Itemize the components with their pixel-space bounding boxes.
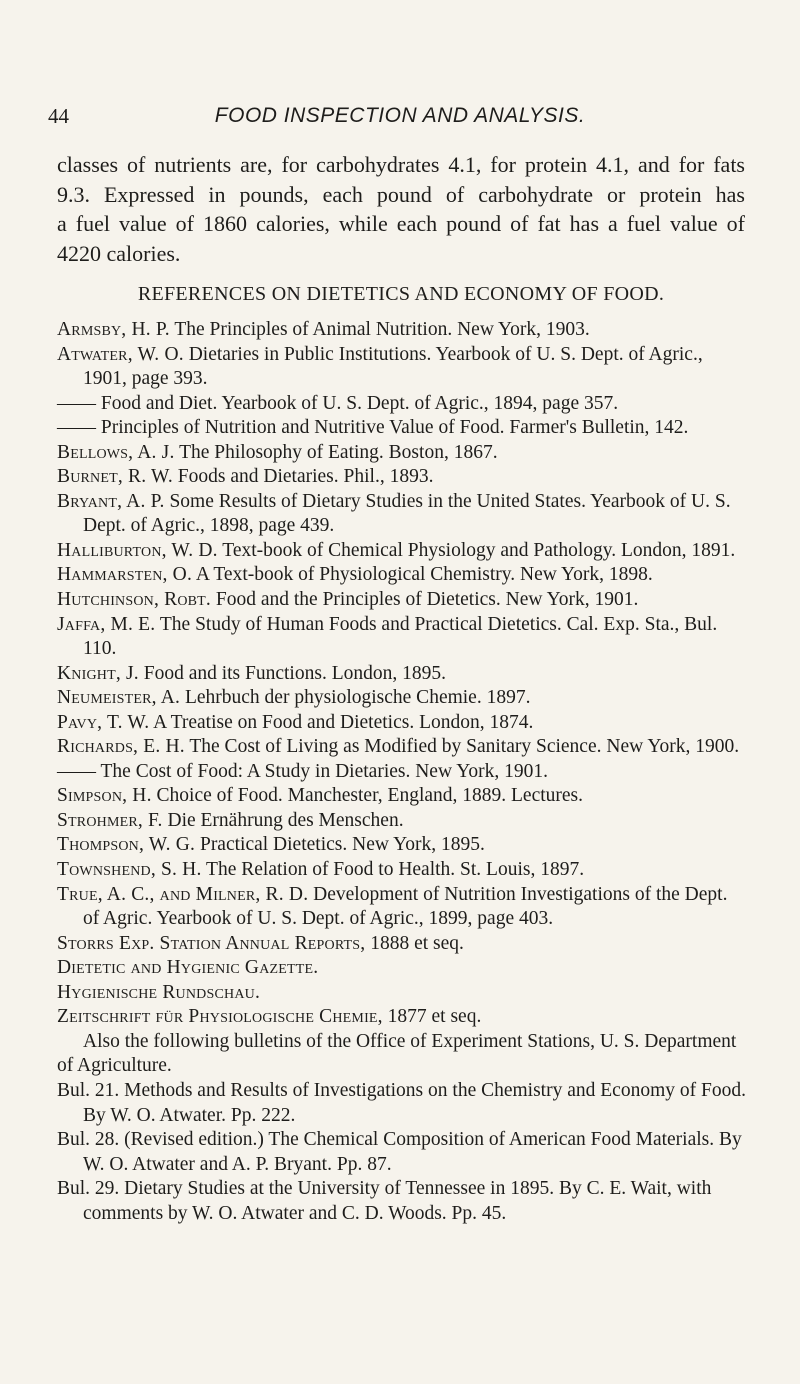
intro-paragraph: [57, 150, 745, 268]
ditto-dash: ——: [57, 392, 96, 414]
reference-entry: [57, 956, 747, 981]
reference-author: Bellows, A. J.: [57, 441, 175, 463]
reference-text: Some Results of Dietary Studies in the United States. Yearbook of U. S. Dept. of Agric., 1898, page 439.: [83, 490, 731, 537]
reference-text: The Relation of Food to Health. St. Louis, 1897.: [201, 859, 585, 881]
reference-author: Knight, J.: [57, 662, 139, 684]
reference-entry: [57, 858, 747, 883]
reference-text: Dietaries in Public Institutions. Yearbook of U. S. Dept. of Agric., 1901, page 393.: [83, 343, 703, 390]
running-head: [48, 104, 752, 138]
reference-entry: [57, 760, 747, 785]
reference-author: Atwater, W. O.: [57, 343, 184, 365]
reference-entry: [57, 1005, 747, 1030]
bulletin-entry: Bul. 21. Methods and Results of Investigations on the Chemistry and Economy of Food. By W. O. Atwater. Pp. 222.: [57, 1079, 746, 1126]
intro-line: a fuel value of 1860 calories, while each pound of fat has a fuel value of: [57, 211, 745, 236]
reference-text: A Text-book of Physiological Chemistry. New York, 1898.: [192, 564, 653, 586]
reference-entry: [57, 416, 747, 441]
reference-author: Dietetic and Hygienic Gazette.: [57, 957, 319, 979]
reference-entry: [57, 343, 747, 392]
ditto-dash: ——: [57, 760, 96, 782]
reference-entries: [57, 318, 747, 1030]
reference-entry: [57, 490, 747, 539]
reference-text: Die Ernährung des Menschen.: [162, 809, 404, 831]
reference-entry: [57, 318, 747, 343]
reference-text: A Treatise on Food and Dietetics. London, 1874.: [149, 711, 534, 733]
reference-author: Pavy, T. W.: [57, 711, 150, 733]
reference-author: Hygienische Rundschau.: [57, 981, 261, 1003]
reference-author: Bryant, A. P.: [57, 490, 165, 512]
bulletin-entry: Bul. 28. (Revised edition.) The Chemical Composition of American Food Materials. By W. O. Atwater and A. P. Bryant. Pp. 87.: [57, 1129, 742, 1175]
reference-author: Jaffa, M. E.: [57, 613, 156, 635]
reference-entry: [57, 932, 747, 957]
reference-author: Strohmer, F.: [57, 809, 163, 831]
reference-author: Burnet, R. W.: [57, 466, 173, 488]
reference-author: Armsby, H. P.: [57, 319, 170, 340]
reference-author: Richards, E. H.: [57, 736, 185, 758]
reference-text: Foods and Dietaries. Phil., 1893.: [172, 466, 434, 488]
reference-text: Food and Diet. Yearbook of U. S. Dept. of Agric., 1894, page 357.: [96, 392, 619, 414]
bulletins-intro: Also the following bulletins of the Office of Experiment Stations, U. S. Department of Agriculture.: [57, 1030, 737, 1077]
reference-author: Simpson, H.: [57, 785, 152, 807]
reference-author: Thompson, W. G.: [57, 834, 196, 856]
references-heading: REFERENCES ON DIETETICS AND ECONOMY OF FOOD.: [137, 283, 665, 305]
reference-entry: [57, 686, 747, 711]
bulletin-entries: [57, 1079, 747, 1226]
reference-text: 1888 et seq.: [365, 932, 464, 954]
bulletin-entry: Bul. 29. Dietary Studies at the University of Tennessee in 1895. By C. E. Wait, with comments by W. O. Atwater and C. D. Woods. Pp. 45.: [57, 1178, 712, 1224]
references-list: [57, 318, 747, 1226]
reference-text: Text-book of Chemical Physiology and Pathology. London, 1891.: [217, 539, 736, 561]
intro-line: classes of nutrients are, for carbohydrates 4.1, for protein 4.1, and for fats: [57, 152, 745, 177]
reference-text: The Cost of Living as Modified by Sanitary Science. New York, 1900.: [184, 736, 740, 758]
reference-author: Storrs Exp. Station Annual Reports,: [57, 932, 366, 954]
reference-text: Choice of Food. Manchester, England, 1889. Lectures.: [151, 785, 584, 807]
reference-author: Halliburton, W. D.: [57, 539, 218, 561]
reference-author: True, A. C., and Milner, R. D.: [57, 883, 309, 905]
reference-entry: [57, 613, 747, 662]
reference-entry: [57, 563, 747, 588]
reference-entry: [57, 588, 747, 613]
reference-entry: [57, 784, 747, 809]
reference-entry: [57, 735, 747, 760]
reference-entry: [57, 833, 747, 858]
reference-text: The Philosophy of Eating. Boston, 1867.: [174, 441, 498, 463]
reference-text: Food and its Functions. London, 1895.: [138, 662, 446, 684]
ditto-dash: ——: [57, 417, 96, 439]
reference-entry: [57, 392, 747, 417]
reference-entry: [57, 981, 747, 1006]
reference-text: Development of Nutrition Investigations of the Dept. of Agric. Yearbook of U. S. Dept. of Agric., 1899, page 403.: [83, 883, 728, 930]
reference-author: Hutchinson, Robt.: [57, 589, 212, 611]
reference-text: Principles of Nutrition and Nutritive Value of Food. Farmer's Bulletin, 142.: [96, 417, 689, 439]
reference-entry: [57, 809, 747, 834]
running-title: FOOD INSPECTION AND ANALYSIS.: [214, 104, 586, 127]
reference-entry: [57, 711, 747, 736]
reference-entry: [57, 662, 747, 687]
reference-entry: [57, 883, 747, 932]
reference-entry: [57, 465, 747, 490]
reference-author: Neumeister, A.: [57, 687, 181, 709]
reference-author: Hammarsten, O.: [57, 564, 193, 586]
reference-author: Zeitschrift für Physiologische Chemie,: [57, 1006, 383, 1028]
intro-line: 9.3. Expressed in pounds, each pound of carbohydrate or protein has: [57, 181, 745, 207]
page-number: 44: [48, 104, 69, 128]
reference-text: 1877 et seq.: [382, 1006, 482, 1028]
reference-entry: [57, 539, 747, 564]
reference-text: Lehrbuch der physiologische Chemie. 1897.: [180, 687, 531, 709]
reference-author: Townshend, S. H.: [57, 859, 202, 881]
reference-text: The Study of Human Foods and Practical Dietetics. Cal. Exp. Sta., Bul. 110.: [83, 613, 718, 660]
reference-text: The Cost of Food: A Study in Dietaries. New York, 1901.: [96, 760, 548, 782]
reference-text: Practical Dietetics. New York, 1895.: [195, 834, 485, 856]
reference-text: Food and the Principles of Dietetics. New York, 1901.: [211, 589, 639, 611]
reference-text: The Principles of Animal Nutrition. New York, 1903.: [169, 319, 590, 340]
reference-entry: [57, 441, 747, 466]
intro-line: 4220 calories.: [57, 240, 181, 266]
